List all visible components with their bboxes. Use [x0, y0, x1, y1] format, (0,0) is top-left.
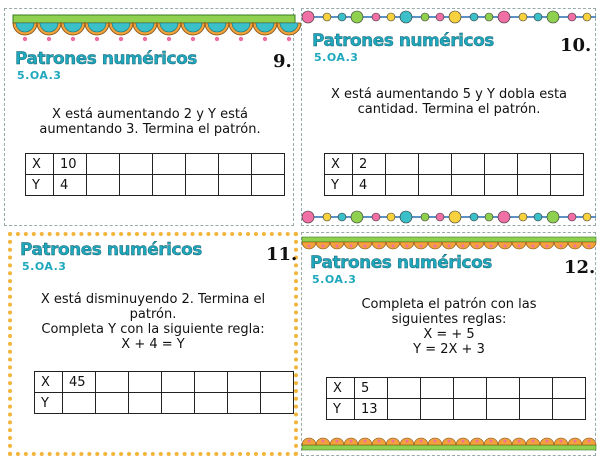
row-label: Y [327, 399, 355, 420]
prompt-line: X + 4 = Y [121, 337, 185, 352]
table-cell[interactable] [386, 154, 419, 175]
table-cell[interactable] [153, 175, 186, 196]
standard-code: 5.OA.3 [17, 69, 62, 82]
table-cell[interactable] [454, 399, 487, 420]
table-cell[interactable] [195, 393, 228, 414]
bead-string-icon [302, 9, 596, 25]
table-cell[interactable] [452, 154, 485, 175]
table-cell[interactable] [219, 154, 252, 175]
table-cell[interactable] [485, 175, 518, 196]
table-row [325, 175, 584, 196]
card-prompt [5, 107, 295, 137]
table-cell[interactable] [252, 175, 285, 196]
task-card-9 [4, 8, 294, 226]
table-row [327, 378, 586, 399]
prompt-line: patrón. [129, 307, 177, 322]
pattern-table [25, 153, 285, 196]
card-title: Patrones numéricos [310, 253, 492, 273]
bead-string-icon [302, 209, 596, 225]
standard-code: 5.OA.3 [22, 260, 67, 273]
table-cell[interactable] [186, 175, 219, 196]
table-row [35, 372, 294, 393]
table-cell[interactable] [87, 154, 120, 175]
table-row [26, 154, 285, 175]
row-label: X [35, 372, 63, 393]
table-cell[interactable] [551, 175, 584, 196]
table-cell[interactable] [388, 399, 421, 420]
table-cell[interactable] [219, 175, 252, 196]
table-cell[interactable] [553, 378, 586, 399]
table-cell[interactable] [120, 154, 153, 175]
table-cell[interactable] [518, 154, 551, 175]
table-cell[interactable] [518, 175, 551, 196]
table-cell[interactable] [553, 399, 586, 420]
table-cell[interactable] [454, 378, 487, 399]
table-cell[interactable] [87, 175, 120, 196]
table-cell[interactable]: 45 [63, 372, 96, 393]
standard-code: 5.OA.3 [312, 273, 357, 286]
row-label: X [327, 378, 355, 399]
prompt-line: X está disminuyendo 2. Termina el [40, 292, 266, 307]
prompt-line: Completa Y con la siguiente regla: [41, 322, 265, 337]
task-card-10 [301, 8, 596, 226]
prompt-line: siguientes reglas: [391, 312, 507, 327]
table-cell[interactable] [129, 372, 162, 393]
table-cell[interactable]: 2 [353, 154, 386, 175]
pattern-table [34, 371, 294, 414]
task-card-12 [301, 232, 596, 456]
card-title: Patrones numéricos [312, 31, 494, 51]
table-cell[interactable] [228, 393, 261, 414]
prompt-line: aumentando 3. Termina el patrón. [39, 122, 261, 137]
row-label: X [26, 154, 54, 175]
table-cell[interactable]: 5 [355, 378, 388, 399]
row-label: Y [35, 393, 63, 414]
table-cell[interactable]: 10 [54, 154, 87, 175]
card-prompt [302, 297, 596, 357]
table-cell[interactable] [252, 154, 285, 175]
card-title: Patrones numéricos [20, 240, 202, 260]
card-number: 9. [273, 51, 292, 72]
table-cell[interactable] [419, 154, 452, 175]
pattern-table [326, 377, 586, 420]
table-cell[interactable] [195, 372, 228, 393]
prompt-line: X = + 5 [423, 327, 475, 342]
card-prompt [302, 87, 596, 117]
task-card-11 [8, 232, 298, 456]
table-cell[interactable] [162, 372, 195, 393]
table-row [327, 399, 586, 420]
prompt-line: cantidad. Termina el patrón. [357, 102, 541, 117]
table-cell[interactable]: 4 [54, 175, 87, 196]
prompt-line: Y = 2X + 3 [413, 342, 485, 357]
prompt-line: Completa el patrón con las [361, 297, 537, 312]
prompt-line: X está aumentando 2 y Y está [52, 107, 248, 122]
card-number: 12. [564, 257, 596, 278]
card-number: 11. [266, 244, 298, 265]
row-label: X [325, 154, 353, 175]
table-cell[interactable] [487, 378, 520, 399]
table-cell[interactable] [129, 393, 162, 414]
table-cell[interactable] [261, 372, 294, 393]
table-row [35, 393, 294, 414]
pattern-table [324, 153, 584, 196]
table-cell[interactable] [162, 393, 195, 414]
prompt-line: X está aumentando 5 y Y dobla esta [330, 87, 568, 102]
table-cell[interactable] [487, 399, 520, 420]
standard-code: 5.OA.3 [314, 51, 359, 64]
table-cell[interactable] [120, 175, 153, 196]
table-row [325, 154, 584, 175]
row-label: Y [325, 175, 353, 196]
table-cell[interactable] [421, 378, 454, 399]
table-cell[interactable] [386, 175, 419, 196]
table-cell[interactable] [96, 393, 129, 414]
card-number: 10. [560, 35, 592, 56]
table-cell[interactable]: 4 [353, 175, 386, 196]
table-cell[interactable] [520, 378, 553, 399]
scallop-border-icon [302, 433, 596, 453]
table-cell[interactable] [388, 378, 421, 399]
table-cell[interactable] [421, 399, 454, 420]
card-title: Patrones numéricos [15, 49, 197, 69]
row-label: Y [26, 175, 54, 196]
table-cell[interactable] [419, 175, 452, 196]
table-cell[interactable] [96, 372, 129, 393]
table-cell[interactable] [261, 393, 294, 414]
table-cell[interactable] [485, 154, 518, 175]
table-cell[interactable]: 13 [355, 399, 388, 420]
table-cell[interactable] [63, 393, 96, 414]
table-cell[interactable] [520, 399, 553, 420]
table-cell[interactable] [153, 154, 186, 175]
table-cell[interactable] [551, 154, 584, 175]
table-cell[interactable] [452, 175, 485, 196]
table-row [26, 175, 285, 196]
table-cell[interactable] [186, 154, 219, 175]
card-prompt [12, 292, 294, 352]
table-cell[interactable] [228, 372, 261, 393]
